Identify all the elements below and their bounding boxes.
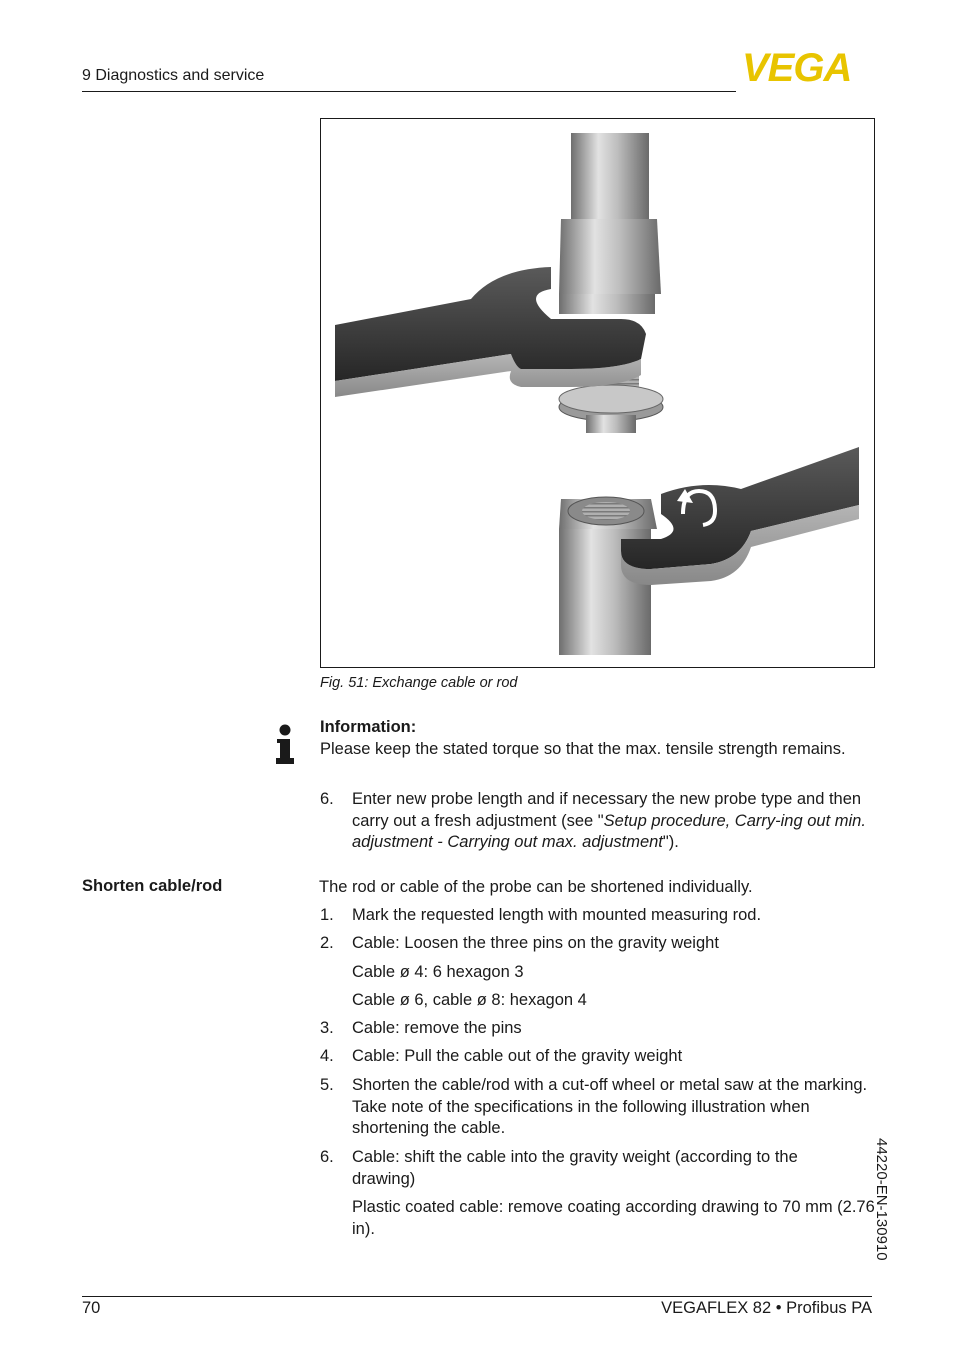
info-text: Please keep the stated torque so that the max. tensile strength remains.: [320, 740, 846, 758]
step-text: Enter new probe length and if necessary the new probe type and then carry out a fresh adjustment (see "Setup procedure, Carry-ing out min. adjustment - Carrying out max. adjustment").: [352, 790, 866, 851]
header-divider: [82, 91, 736, 92]
figure-caption: Fig. 51: Exchange cable or rod: [320, 675, 518, 691]
intro-text: The rod or cable of the probe can be shortened individually.: [319, 878, 753, 896]
footer-divider: [82, 1296, 872, 1297]
step-note: Cable ø 6, cable ø 8: hexagon 4: [352, 991, 587, 1009]
section-heading: Shorten cable/rod: [82, 877, 223, 895]
document-id: 44220-EN-130910: [873, 1138, 890, 1261]
exchange-cable-figure: [320, 118, 875, 668]
page-number: 70: [82, 1299, 101, 1317]
svg-text:VEGA: VEGA: [742, 50, 852, 84]
info-title: Information:: [320, 718, 417, 736]
section-header: 9 Diagnostics and service: [82, 67, 265, 84]
step-note: Cable ø 4: 6 hexagon 3: [352, 963, 524, 981]
step-number: 6.: [320, 790, 334, 808]
vega-logo: [742, 50, 874, 84]
step-note: Plastic coated cable: remove coating according drawing to 70 mm (2.76 in).: [352, 1198, 875, 1238]
info-icon: [274, 724, 296, 766]
product-name: VEGAFLEX 82 • Profibus PA: [661, 1299, 872, 1317]
